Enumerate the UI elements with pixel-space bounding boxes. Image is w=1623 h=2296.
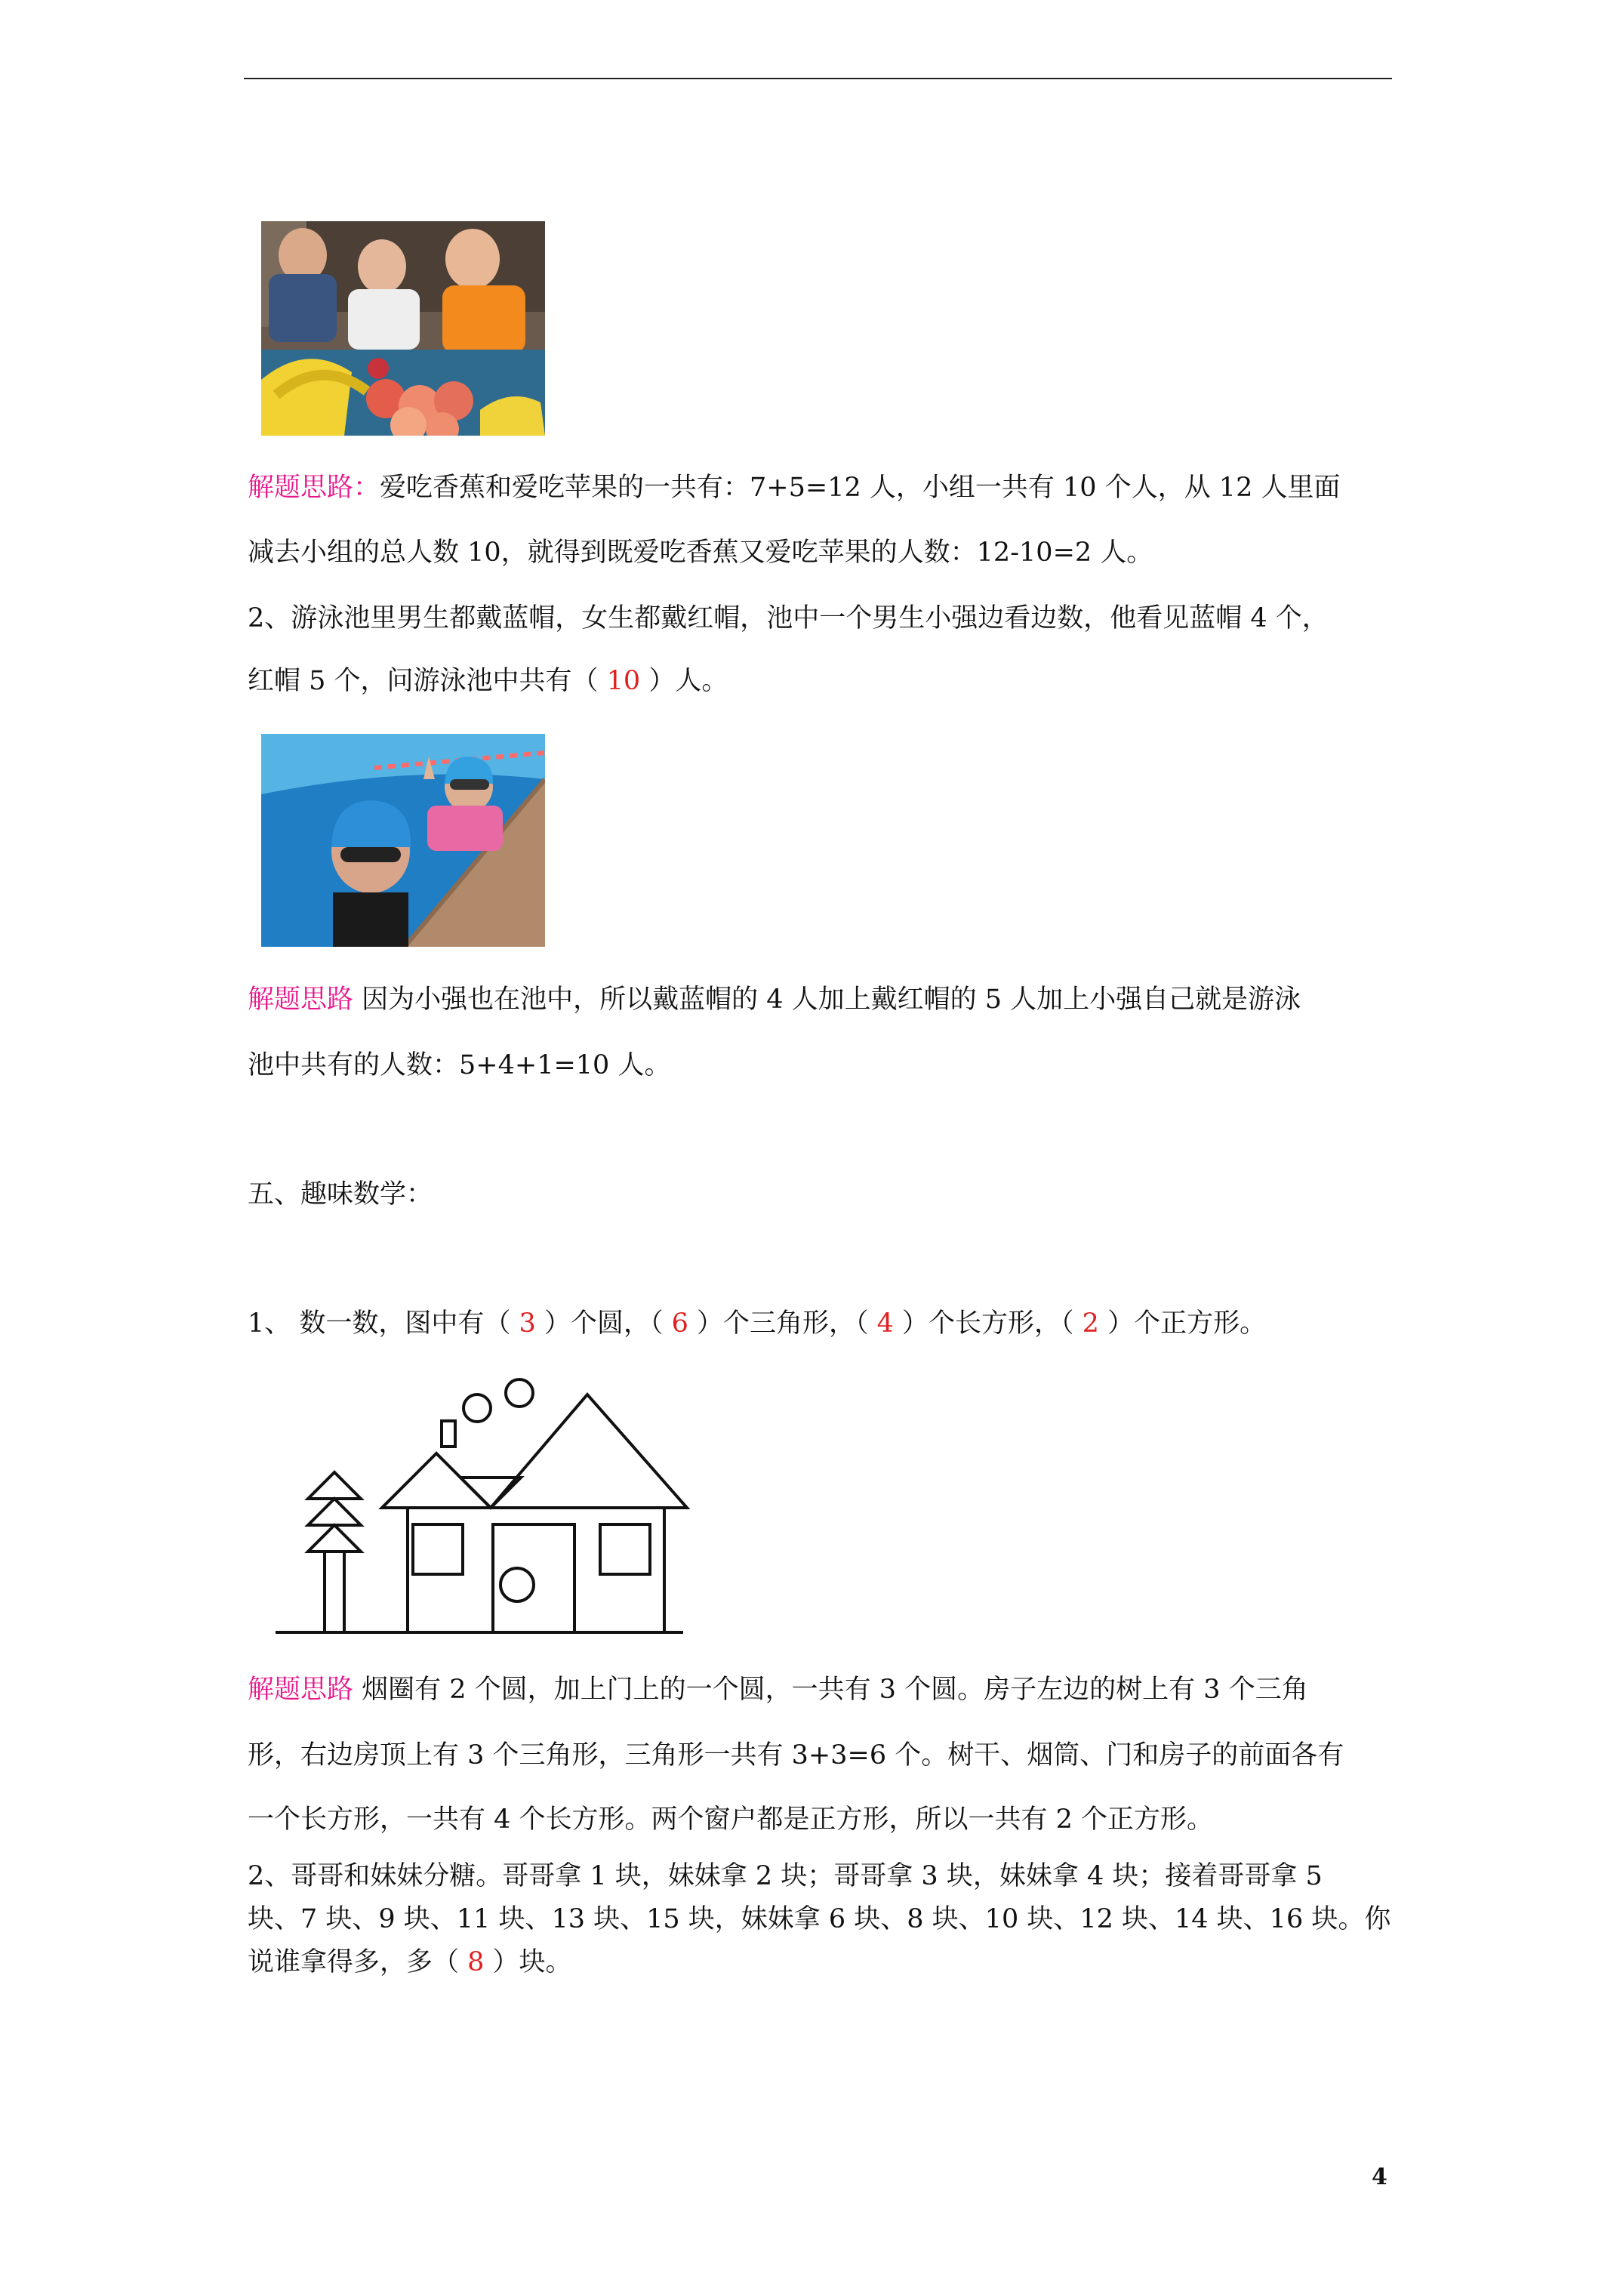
question-2-line-1: 2、游泳池里男生都戴蓝帽，女生都戴红帽，池中一个男生小强边看边数，他看见蓝帽 4 个， [248,603,1329,633]
section-heading: 五、趣味数学： [248,1179,433,1210]
solution-3-line-1: 解题思路 烟圈有 2 个圆，加上门上的一个圆，一共有 3 个圆。房子左边的树上有 3 个三角 [248,1675,1308,1705]
solution-label: 解题思路 [248,985,354,1015]
solution-label: 解题思路 [248,1675,354,1705]
solution-1-line-2: 减去小组的总人数 10，就得到既爱吃香蕉又爱吃苹果的人数：12-10=2 人。 [248,538,1153,568]
answer-rectangles: 4 [876,1308,894,1339]
photo-children-fruit [261,221,545,436]
question-2-line-2: 红帽 5 个，问游泳池中共有（ 10 ）人。 [248,666,728,696]
question-4-line-2: 块、7 块、9 块、11 块、13 块、15 块，妹妹拿 6 块、8 块、10 块、12 块、14 块、16 块。你 [248,1904,1391,1934]
question-4-line-3: 说谁拿得多，多（ 8 ）块。 [248,1947,572,1977]
page-number: 4 [1372,2164,1387,2190]
question-3-line: 1、 数一数，图中有（ 3 ）个圆，（ 6 ）个三角形，（ 4 ）个长方形，（ 2 ）个正方形。 [248,1308,1267,1339]
question-4-line-1: 2、哥哥和妹妹分糖。哥哥拿 1 块，妹妹拿 2 块；哥哥拿 3 块，妹妹拿 4 块；接着哥哥拿 5 [248,1861,1323,1891]
solution-label: 解题思路 [248,473,354,503]
answer-value: 10 [606,666,641,696]
answer-squares: 2 [1082,1308,1099,1339]
solution-3-line-3: 一个长方形，一共有 4 个长方形。两个窗户都是正方形，所以一共有 2 个正方形。 [248,1804,1214,1835]
solution-2-line-1: 解题思路 因为小强也在池中，所以戴蓝帽的 4 人加上戴红帽的 5 人加上小强自己就是游泳 [248,985,1301,1015]
photo-swimming-children [261,734,545,947]
solution-3-line-2: 形，右边房顶上有 3 个三角形，三角形一共有 3+3=6 个。树干、烟筒、门和房子的前面各有 [248,1740,1344,1771]
header-rule [244,78,1392,79]
answer-value: 8 [467,1947,485,1977]
solution-1-line-1: 解题思路：爱吃香蕉和爱吃苹果的一共有：7+5=12 人，小组一共有 10 个人，从 12 人里面 [248,473,1341,503]
answer-circles: 3 [519,1308,536,1339]
answer-triangles: 6 [671,1308,688,1339]
house-shapes-diagram [272,1370,710,1642]
solution-2-line-2: 池中共有的人数：5+4+1=10 人。 [248,1050,671,1080]
